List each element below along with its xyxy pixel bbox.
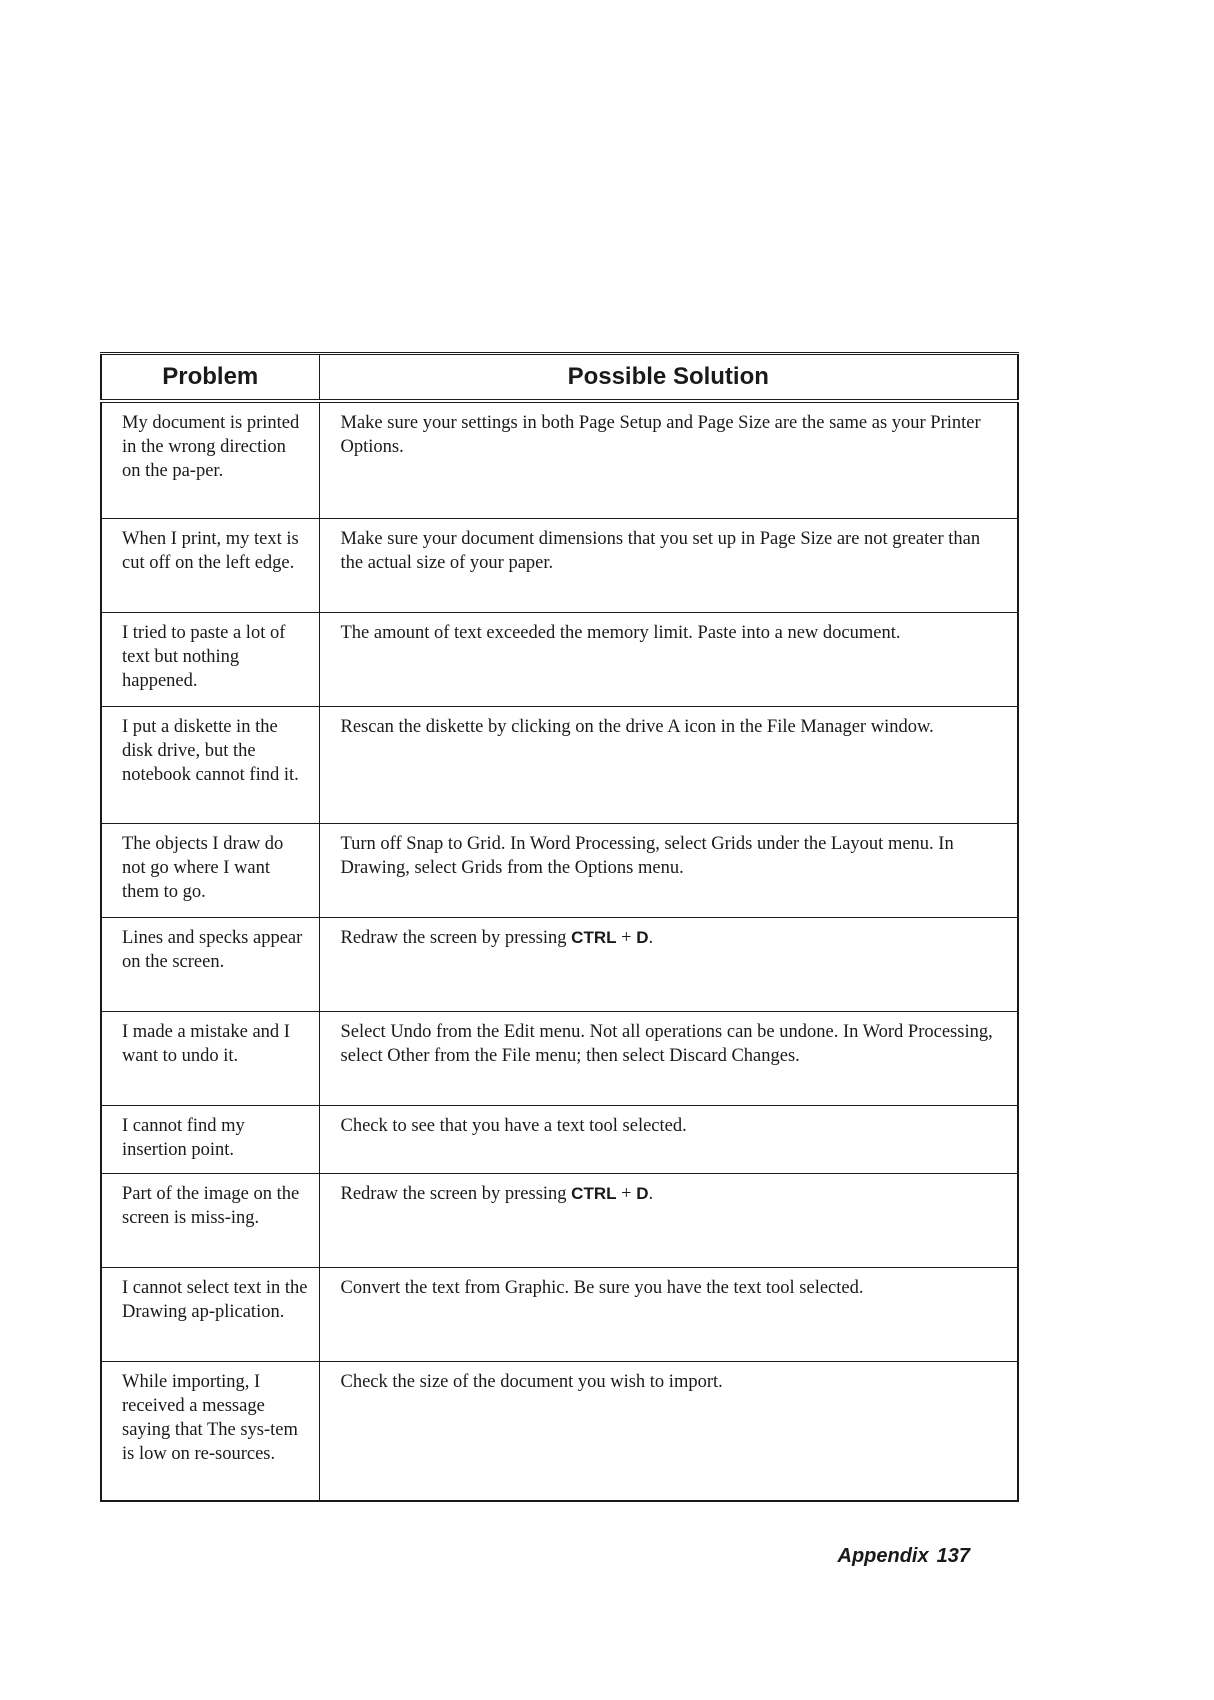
problem-column-header: Problem — [101, 354, 319, 402]
solution-cell: Turn off Snap to Grid. In Word Processing, select Grids under the Layout menu. In Drawing, select Grids from the Options menu. — [319, 823, 1018, 917]
problem-cell: Lines and specks appear on the screen. — [101, 917, 319, 1011]
problem-cell: While importing, I received a message saying that The sys-tem is low on re-sources. — [101, 1361, 319, 1501]
solution-period: . — [648, 927, 654, 948]
troubleshooting-table-container — [100, 352, 1017, 1502]
ctrl-key-label: CTRL — [571, 1183, 617, 1203]
table-row — [101, 612, 1018, 706]
solution-cell: Convert the text from Graphic. Be sure you have the text tool selected. — [319, 1267, 1018, 1361]
table-row — [101, 1011, 1018, 1105]
problem-cell: I cannot select text in the Drawing ap-plication. — [101, 1267, 319, 1361]
problem-cell: I put a diskette in the disk drive, but the notebook cannot find it. — [101, 706, 319, 823]
solution-cell: Rescan the diskette by clicking on the drive A icon in the File Manager window. — [319, 706, 1018, 823]
table-row — [101, 518, 1018, 612]
troubleshooting-table — [100, 352, 1019, 1502]
solution-text: Redraw the screen by pressing — [340, 1183, 572, 1204]
problem-cell: Part of the image on the screen is miss-ing. — [101, 1173, 319, 1267]
solution-text: Redraw the screen by pressing — [340, 927, 572, 948]
table-row — [101, 1173, 1018, 1267]
plus-sign: + — [616, 927, 637, 948]
solution-cell — [319, 1173, 1018, 1267]
solution-cell: Make sure your document dimensions that you set up in Page Size are not greater than the actual size of your paper. — [319, 518, 1018, 612]
page-footer — [700, 1545, 970, 1568]
problem-cell: I made a mistake and I want to undo it. — [101, 1011, 319, 1105]
table-row — [101, 1105, 1018, 1173]
d-key-label: D — [636, 1183, 649, 1203]
table-header-row — [101, 354, 1018, 402]
plus-sign: + — [616, 1183, 637, 1204]
table-row — [101, 823, 1018, 917]
solution-cell: The amount of text exceeded the memory limit. Paste into a new document. — [319, 612, 1018, 706]
table-row — [101, 1361, 1018, 1501]
problem-cell: I cannot find my insertion point. — [101, 1105, 319, 1173]
table-row — [101, 401, 1018, 518]
page-number: 137 — [936, 1545, 970, 1567]
footer-section-label: Appendix — [837, 1545, 929, 1567]
d-key-label: D — [636, 927, 649, 947]
table-row — [101, 917, 1018, 1011]
solution-cell — [319, 917, 1018, 1011]
solution-column-header: Possible Solution — [319, 354, 1018, 402]
solution-cell: Make sure your settings in both Page Setup and Page Size are the same as your Printer Options. — [319, 401, 1018, 518]
table-row — [101, 706, 1018, 823]
solution-cell: Check to see that you have a text tool selected. — [319, 1105, 1018, 1173]
ctrl-key-label: CTRL — [571, 927, 617, 947]
problem-cell: I tried to paste a lot of text but nothing happened. — [101, 612, 319, 706]
solution-cell: Check the size of the document you wish to import. — [319, 1361, 1018, 1501]
solution-cell: Select Undo from the Edit menu. Not all operations can be undone. In Word Processing, select Other from the File menu; then select Discard Changes. — [319, 1011, 1018, 1105]
problem-cell: The objects I draw do not go where I want them to go. — [101, 823, 319, 917]
problem-cell: My document is printed in the wrong direction on the pa-per. — [101, 401, 319, 518]
table-row — [101, 1267, 1018, 1361]
problem-cell: When I print, my text is cut off on the left edge. — [101, 518, 319, 612]
solution-period: . — [648, 1183, 654, 1204]
